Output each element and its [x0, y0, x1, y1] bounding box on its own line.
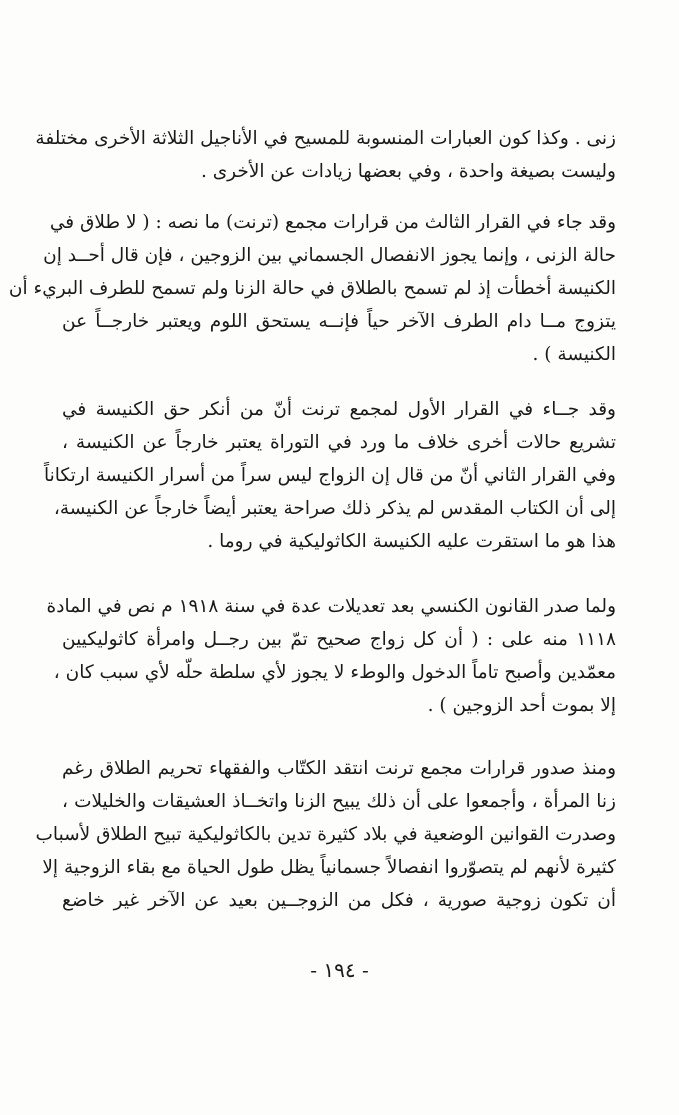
paragraph-4: [46, 590, 616, 722]
paragraph-5: [35, 752, 616, 917]
text-line: الكنيسة ) .: [532, 344, 616, 365]
text-line: وصدرت القوانين الوضعية في بلاد كثيرة تدين بالكاثوليكية تبيح الطلاق لأسباب: [35, 824, 616, 845]
paragraph-1: [35, 122, 616, 188]
text-line: تشريع حالات أخرى خلاف ما ورد في التوراة يعتبر خارجاً عن الكنيسة ،: [62, 432, 616, 453]
text-line: كثيرة لأنهم لم يتصوّروا انفصالاً جسمانياً يظل طول الحياة مع بقاء الزوجية إلا: [42, 857, 616, 878]
text-line: حالة الزنى ، وإنما يجوز الانفصال الجسماني بين الزوجين ، فإن قال أحــد إن: [43, 245, 616, 266]
text-line: وقد جاء في القرار الثالث من قرارات مجمع (ترنت) ما نصه : ( لا طلاق في: [49, 212, 616, 233]
text-line: الكنيسة أخطأت إذ لم تسمح بالطلاق في حالة الزنا ولم تسمح للطرف البريء أن: [8, 278, 616, 299]
text-line: زنى . وكذا كون العبارات المنسوبة للمسيح في الأناجيل الثلاثة الأخرى مختلفة: [35, 128, 616, 149]
text-line: ولما صدر القانون الكنسي بعد تعديلات عدة في سنة ١٩١٨ م نص في المادة: [46, 596, 616, 617]
text-line: هذا هو ما استقرت عليه الكنيسة الكاثوليكية في روما .: [207, 531, 616, 552]
text-line: أن تكون زوجية صورية ، فكل من الزوجــين بعيد عن الآخر غير خاضع: [62, 890, 616, 911]
page-number: - ١٩٤ -: [310, 958, 369, 982]
text-line: زنا المرأة ، وأجمعوا على أن ذلك يبيح الزنا واتخــاذ العشيقات والخليلات ،: [62, 791, 616, 812]
text-line: وقد جــاء في القرار الأول لمجمع ترنت أنّ من أنكر حق الكنيسة في: [62, 399, 616, 420]
paragraph-3: [43, 393, 616, 558]
text-line: معمّدين وأصبح تاماً الدخول والوطء لا يجوز لأي سلطة حلّه لأي سبب كان ،: [53, 662, 616, 683]
text-line: يتزوج مــا دام الطرف الآخر حياً فإنــه يستحق اللوم ويعتبر خارجــاً عن: [62, 311, 616, 332]
text-line: وفي القرار الثاني أنّ من قال إن الزواج ليس سراً من أسرار الكنيسة ارتكاناً: [43, 465, 616, 486]
text-line: ١١١٨ منه على : ( أن كل زواج صحيح تمّ بين رجــل وامرأة كاثوليكيين: [62, 629, 616, 650]
paragraph-2: [8, 206, 616, 371]
text-line: ومنذ صدور قرارات مجمع ترنت انتقد الكتّاب والفقهاء تحريم الطلاق رغم: [62, 758, 616, 779]
text-line: إلى أن الكتاب المقدس لم يذكر ذلك صراحة يعتبر أيضاً خارجاً عن الكنيسة،: [53, 498, 616, 519]
text-line: إلا بموت أحد الزوجين ) .: [427, 695, 616, 716]
text-line: وليست بصيغة واحدة ، وفي بعضها زيادات عن الأخرى .: [200, 161, 616, 182]
